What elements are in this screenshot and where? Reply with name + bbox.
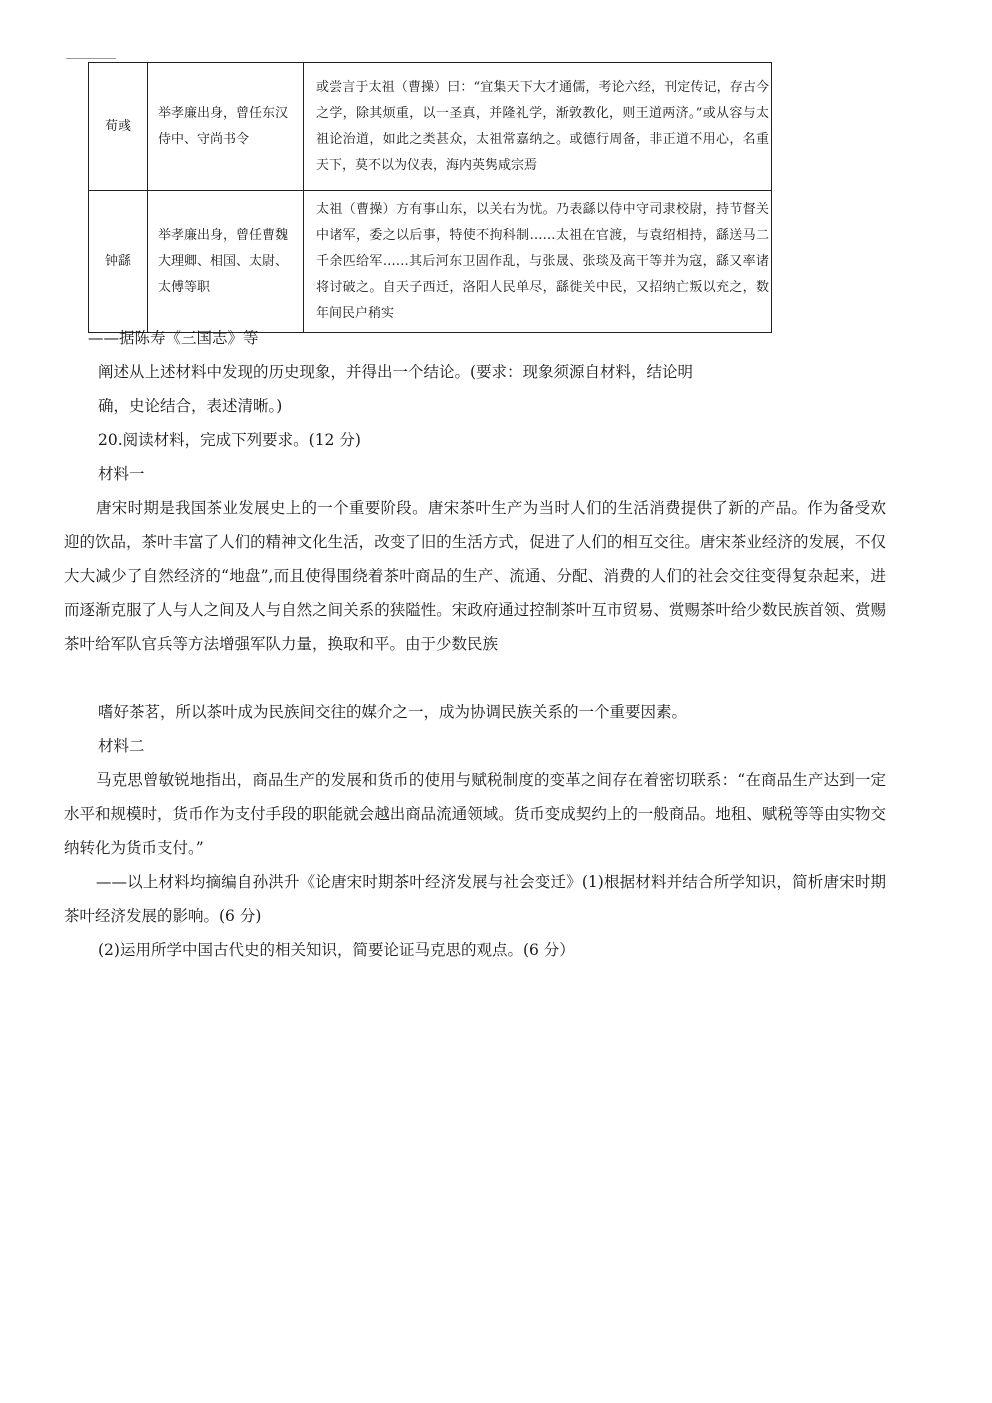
- material1-text: 唐宋时期是我国茶业发展史上的一个重要阶段。唐宋茶叶生产为当时人们的生活消费提供了新的产品。作为备受欢迎的饮品，茶叶丰富了人们的精神文化生活，改变了旧的生活方式，促进了人们的相互交往。唐宋茶业经济的发展，不仅大大减少了自然经济的“地盘”,而且使得围绕着茶叶商品的生产、流通、分配、消费的人们的社会交往变得复杂起来，进而逐渐克服了人与人之间及人与自然之间关系的狭隘性。宋政府通过控制茶叶互市贸易、赏赐茶叶给少数民族首领、赏赐茶叶给军队官兵等方法增强军队力量，换取和平。由于少数民族: [64, 499, 886, 653]
- figure-name-cell: 钟繇: [89, 191, 148, 333]
- material1-label: 材料一: [98, 465, 145, 483]
- deeds-cell: 太祖（曹操）方有事山东，以关右为忧。乃表繇以侍中守司隶校尉，持节督关中诸军，委之以后事，特使不拘科制……太祖在官渡，与袁绍相持，繇送马二千余匹给军……其后河东卫固作乱，与张晟、张琰及高干等并为寇，繇又率诸将讨破之。自天子西迁，洛阳人民单尽，繇徙关中民，又招纳亡叛以充之，数年间民户稍实: [304, 191, 772, 333]
- material1-text-continued: 嗜好茶茗，所以茶叶成为民族间交往的媒介之一，成为协调民族关系的一个重要因素。: [98, 703, 688, 721]
- source-note: ——据陈寿《三国志》等: [88, 329, 259, 347]
- career-cell: 举孝廉出身，曾任曹魏大理卿、相国、太尉、太傅等职: [148, 191, 304, 333]
- material2-text: 马克思曾敏锐地指出，商品生产的发展和货币的使用与赋税制度的变革之间存在着密切联系：“在商品生产达到一定水平和规模时，货币作为支付手段的职能就会越出商品流通领域。货币变成契约上的一般商品。地租、赋税等等由实物交纳转化为货币支付。”: [64, 771, 886, 857]
- table-row: [89, 191, 772, 333]
- header-rule: [66, 58, 116, 59]
- table-row: [89, 63, 772, 191]
- question-2: (2)运用所学中国古代史的相关知识，简要论证马克思的观点。(6 分）: [98, 941, 575, 959]
- deeds-cell: 或尝言于太祖（曹操）曰：“宜集天下大才通儒，考论六经，刊定传记，存古今之学，除其烦重，以一圣真，并隆礼学，渐敦教化，则王道两济。”或从容与太祖论治道，如此之类甚众，太祖常嘉纳之。或德行周备，非正道不用心，名重天下，莫不以为仪表，海内英隽咸宗焉: [304, 63, 772, 191]
- history-figures-table: [88, 62, 772, 333]
- figure-name-cell: 荀彧: [89, 63, 148, 191]
- question-20-title: 20.阅读材料，完成下列要求。(12 分): [98, 431, 361, 449]
- q19-prompt-line2: 确，史论结合，表述清晰。): [98, 397, 283, 415]
- career-cell: 举孝廉出身，曾任东汉侍中、守尚书令: [148, 63, 304, 191]
- material2-label: 材料二: [98, 737, 145, 755]
- source-and-question-1: ——以上材料均摘编自孙洪升《论唐宋时期茶叶经济发展与社会变迁》(1)根据材料并结合所学知识，简析唐宋时期茶叶经济发展的影响。(6 分): [64, 873, 886, 925]
- q19-prompt-line1: 阐述从上述材料中发现的历史现象，并得出一个结论。(要求：现象须源自材料，结论明: [98, 363, 694, 381]
